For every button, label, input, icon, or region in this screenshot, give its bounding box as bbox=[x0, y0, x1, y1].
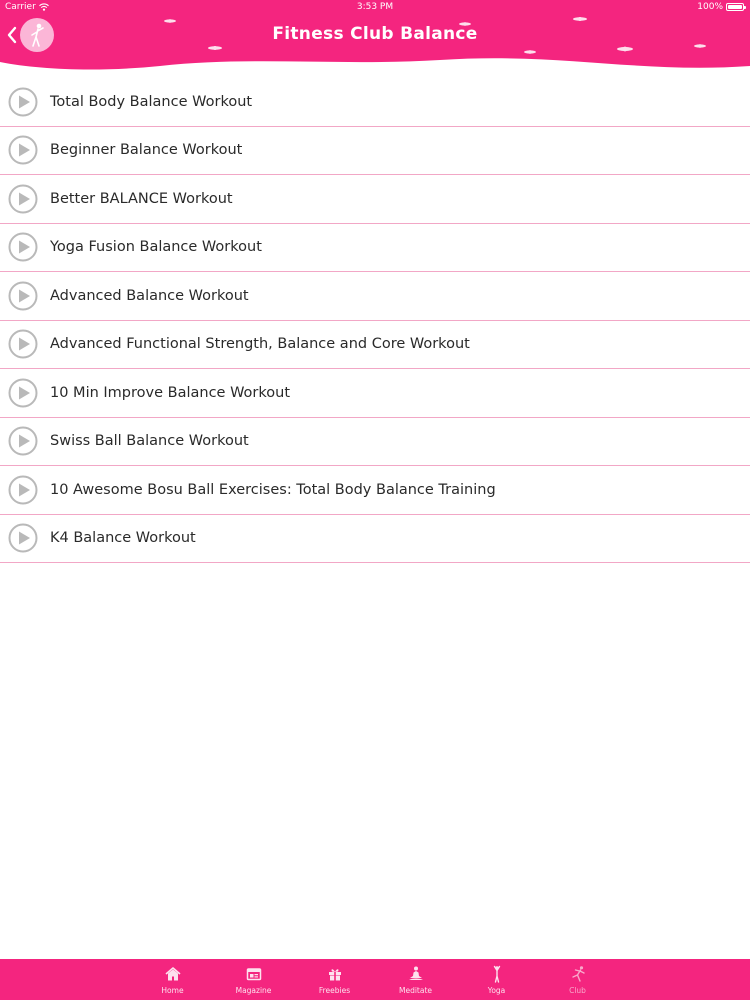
play-icon bbox=[8, 329, 38, 359]
tab-label: Meditate bbox=[398, 986, 433, 995]
workout-list bbox=[0, 78, 750, 563]
yoga-icon bbox=[488, 965, 506, 983]
tab-yoga[interactable] bbox=[456, 959, 537, 1000]
tab-club[interactable] bbox=[537, 959, 618, 1000]
list-item-label: 10 Min Improve Balance Workout bbox=[50, 384, 291, 401]
tab-label: Freebies bbox=[318, 986, 351, 995]
tab-home[interactable] bbox=[132, 959, 213, 1000]
tab-meditate[interactable] bbox=[375, 959, 456, 1000]
play-icon bbox=[8, 184, 38, 214]
home-icon bbox=[164, 965, 182, 983]
carrier-label: Carrier bbox=[5, 2, 36, 12]
tab-freebies[interactable] bbox=[294, 959, 375, 1000]
list-item-label: Advanced Balance Workout bbox=[50, 287, 249, 304]
list-item-label: 10 Awesome Bosu Ball Exercises: Total Body Balance Training bbox=[50, 481, 496, 498]
list-item-label: Beginner Balance Workout bbox=[50, 142, 243, 159]
play-icon bbox=[8, 281, 38, 311]
list-item-label: Yoga Fusion Balance Workout bbox=[50, 239, 262, 256]
battery-percent: 100% bbox=[697, 2, 723, 12]
status-battery bbox=[697, 2, 744, 12]
play-icon bbox=[8, 523, 38, 553]
list-item[interactable] bbox=[0, 272, 750, 321]
play-icon bbox=[8, 475, 38, 505]
tab-bar bbox=[0, 959, 750, 1000]
status-bar bbox=[0, 0, 750, 16]
page-title: Fitness Club Balance bbox=[272, 24, 478, 44]
list-item[interactable] bbox=[0, 515, 750, 564]
list-item[interactable] bbox=[0, 224, 750, 273]
list-item[interactable] bbox=[0, 369, 750, 418]
list-item[interactable] bbox=[0, 418, 750, 467]
battery-icon bbox=[726, 3, 744, 11]
tab-label: Club bbox=[569, 986, 586, 995]
list-item[interactable] bbox=[0, 78, 750, 127]
list-item[interactable] bbox=[0, 321, 750, 370]
gift-icon bbox=[326, 965, 344, 983]
play-icon bbox=[8, 135, 38, 165]
tab-label: Home bbox=[161, 986, 184, 995]
meditate-icon bbox=[407, 965, 425, 983]
list-item-label: K4 Balance Workout bbox=[50, 530, 196, 547]
tab-magazine[interactable] bbox=[213, 959, 294, 1000]
list-item[interactable] bbox=[0, 175, 750, 224]
tab-label: Yoga bbox=[487, 986, 506, 995]
list-item-label: Better BALANCE Workout bbox=[50, 190, 233, 207]
list-item-label: Total Body Balance Workout bbox=[50, 93, 253, 110]
list-item-label: Advanced Functional Strength, Balance and Core Workout bbox=[50, 336, 470, 353]
tab-label: Magazine bbox=[235, 986, 272, 995]
play-icon bbox=[8, 426, 38, 456]
magazine-icon bbox=[245, 965, 263, 983]
play-icon bbox=[8, 87, 38, 117]
club-icon bbox=[569, 965, 587, 983]
play-icon bbox=[8, 232, 38, 262]
play-icon bbox=[8, 378, 38, 408]
status-time: 3:53 PM bbox=[356, 2, 394, 12]
app-header bbox=[0, 0, 750, 80]
list-item-label: Swiss Ball Balance Workout bbox=[50, 433, 249, 450]
list-item[interactable] bbox=[0, 466, 750, 515]
list-item[interactable] bbox=[0, 127, 750, 176]
